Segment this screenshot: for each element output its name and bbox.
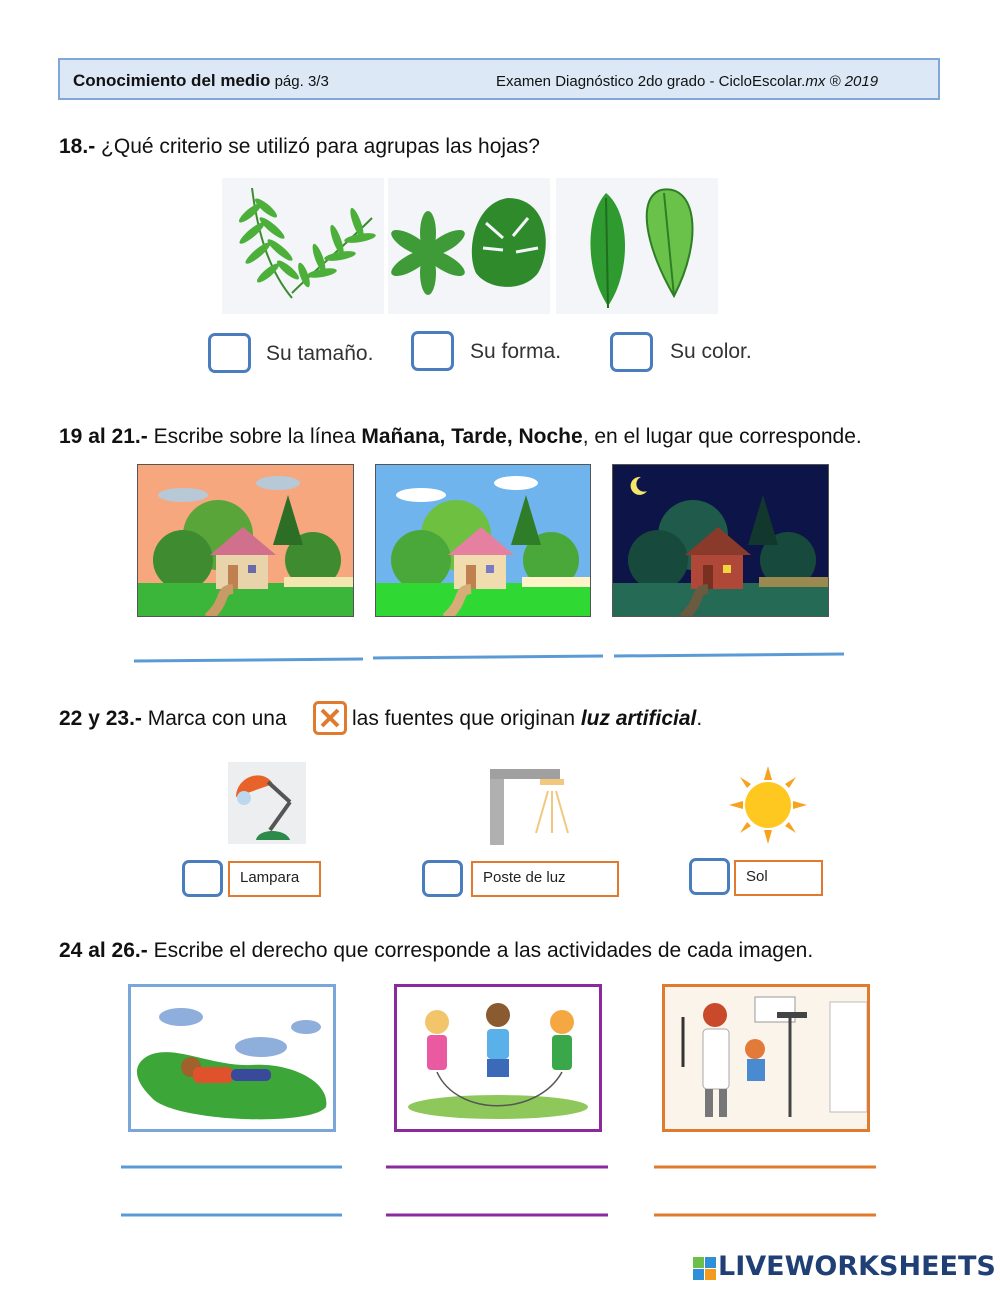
answer-input-rest-2[interactable] — [121, 1190, 346, 1214]
answer-input-health-2[interactable] — [654, 1190, 880, 1214]
morning-scene — [375, 464, 591, 617]
label-sun: Sol — [734, 860, 823, 896]
page-header — [58, 58, 940, 100]
question-18: 18.- ¿Qué criterio se utilizó para agrupas las hojas? — [59, 135, 540, 158]
checkbox-size[interactable] — [208, 333, 251, 373]
liveworksheets-logo: LIVEWORKSHEETS — [718, 1251, 996, 1282]
header-subject: Conocimiento del medio pág. 3/3 — [73, 71, 329, 90]
label-lamp: Lampara — [228, 861, 321, 897]
play-image — [394, 984, 602, 1132]
question-24: 24 al 26.- Escribe el derecho que corresponde a las actividades de cada imagen. — [59, 939, 814, 962]
answer-input-health-1[interactable] — [654, 1142, 880, 1166]
option-color-label: Su color. — [670, 340, 752, 363]
answer-input-play-2[interactable] — [386, 1190, 612, 1214]
leaves-image-2 — [388, 178, 550, 314]
label-street-lamp: Poste de luz — [471, 861, 619, 897]
lamp-image — [228, 762, 306, 844]
answer-input-morning[interactable] — [373, 630, 607, 658]
question-22-cont: las fuentes que originan luz artificial. — [352, 707, 703, 730]
night-scene — [612, 464, 829, 617]
answer-input-night[interactable] — [614, 628, 848, 656]
answer-input-play-1[interactable] — [386, 1142, 612, 1166]
x-mark-icon — [313, 701, 347, 735]
question-19: 19 al 21.- Escribe sobre la línea Mañana, Tarde, Noche, en el lugar que corresponde. — [59, 425, 862, 448]
checkbox-color[interactable] — [610, 332, 653, 372]
checkbox-lamp[interactable] — [182, 860, 223, 897]
answer-input-afternoon[interactable] — [134, 632, 367, 660]
checkbox-shape[interactable] — [411, 331, 454, 371]
street-lamp-image — [478, 763, 593, 845]
rest-image — [128, 984, 336, 1132]
option-size-label: Su tamaño. — [266, 342, 374, 365]
leaves-image-1 — [222, 178, 384, 314]
checkbox-sun[interactable] — [689, 858, 730, 895]
header-exam: Examen Diagnóstico 2do grado - CicloEscolar.mx ® 2019 — [496, 73, 879, 90]
question-22: 22 y 23.- Marca con una — [59, 707, 287, 730]
answer-input-rest-1[interactable] — [121, 1142, 346, 1166]
option-shape-label: Su forma. — [470, 340, 562, 363]
leaves-image-3 — [556, 178, 718, 314]
sun-image — [729, 766, 807, 844]
afternoon-scene — [137, 464, 354, 617]
health-image — [662, 984, 870, 1132]
checkbox-street-lamp[interactable] — [422, 860, 463, 897]
